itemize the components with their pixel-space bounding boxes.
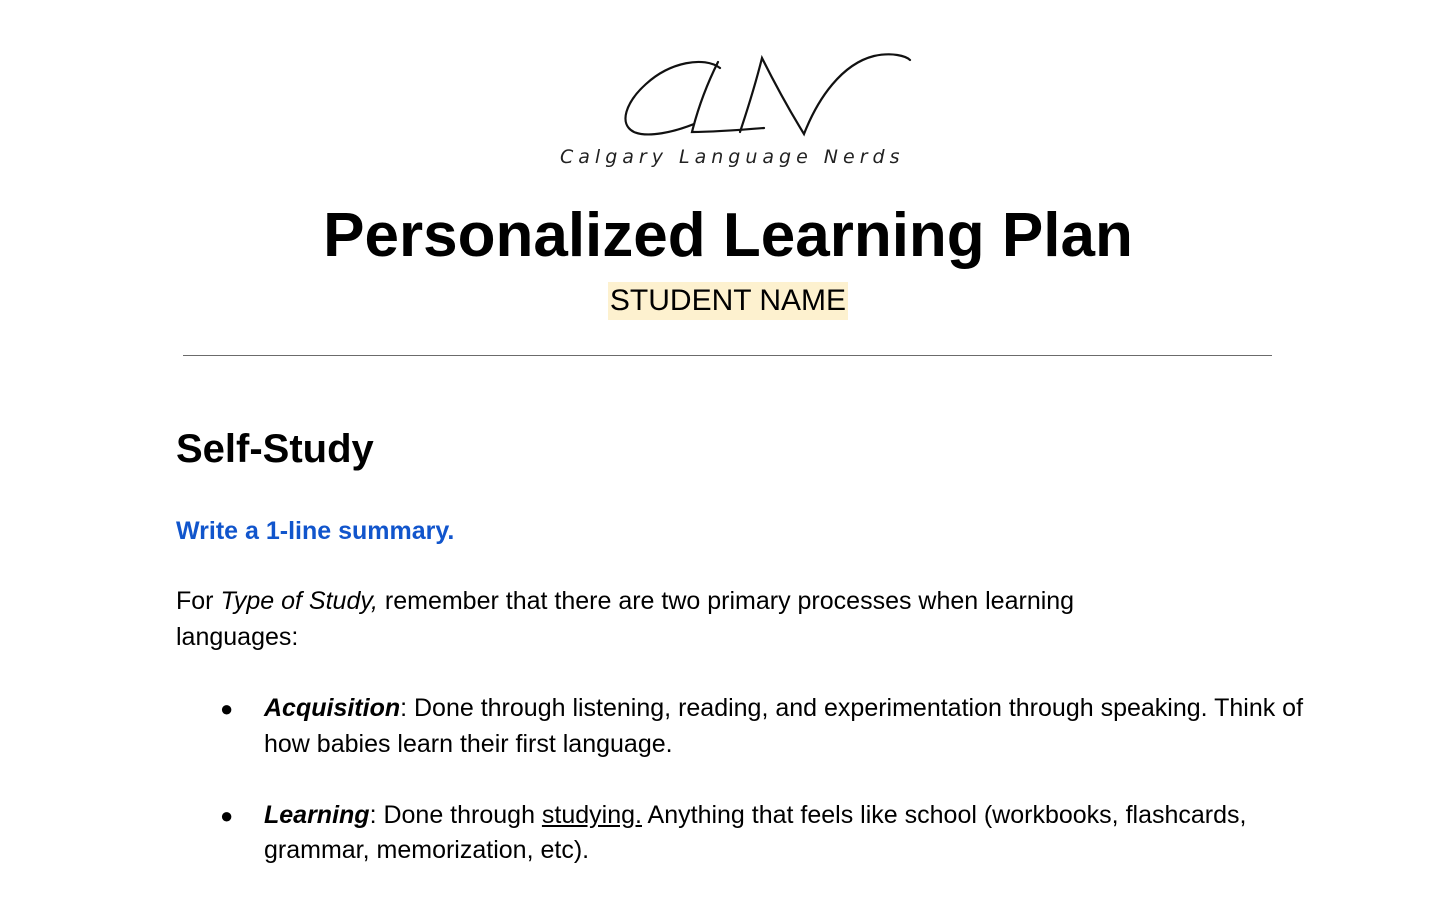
page-title: Personalized Learning Plan: [323, 201, 1133, 270]
study-process-list: [176, 691, 1326, 904]
student-name-line: [0, 282, 1456, 320]
student-name-placeholder[interactable]: STUDENT NAME: [608, 282, 848, 320]
cln-logo: [560, 40, 905, 180]
bullet-icon: ●: [220, 802, 234, 828]
learning-description-end: Anything that feels like school (workbooks, flashcards, grammar, memorization, etc).: [264, 800, 1247, 864]
intro-emphasis: Type of Study,: [220, 587, 378, 615]
summary-instruction: Write a 1-line summary.: [176, 517, 455, 545]
horizontal-divider: [183, 355, 1272, 356]
acquisition-term: Acquisition: [264, 694, 401, 722]
learning-term: Learning: [264, 800, 370, 829]
logo-tagline: Calgary Language Nerds: [560, 146, 905, 168]
cln-monogram-logo: [612, 50, 912, 150]
intro-prefix: For: [176, 587, 221, 615]
bullet-icon: ●: [220, 696, 234, 721]
studying-underlined: studying.: [541, 800, 642, 829]
list-item-learning: [176, 798, 1326, 869]
learning-description-start: : Done through: [369, 800, 542, 829]
section-heading: Self-Study: [176, 427, 374, 471]
intro-suffix: remember that there are two primary processes when learning languages:: [176, 587, 1075, 651]
acquisition-description: : Done through listening, reading, and experimentation through speaking. Think of how babies learn their first language.: [264, 694, 1304, 758]
intro-paragraph: [176, 584, 1176, 655]
list-item-acquisition: [176, 691, 1326, 762]
